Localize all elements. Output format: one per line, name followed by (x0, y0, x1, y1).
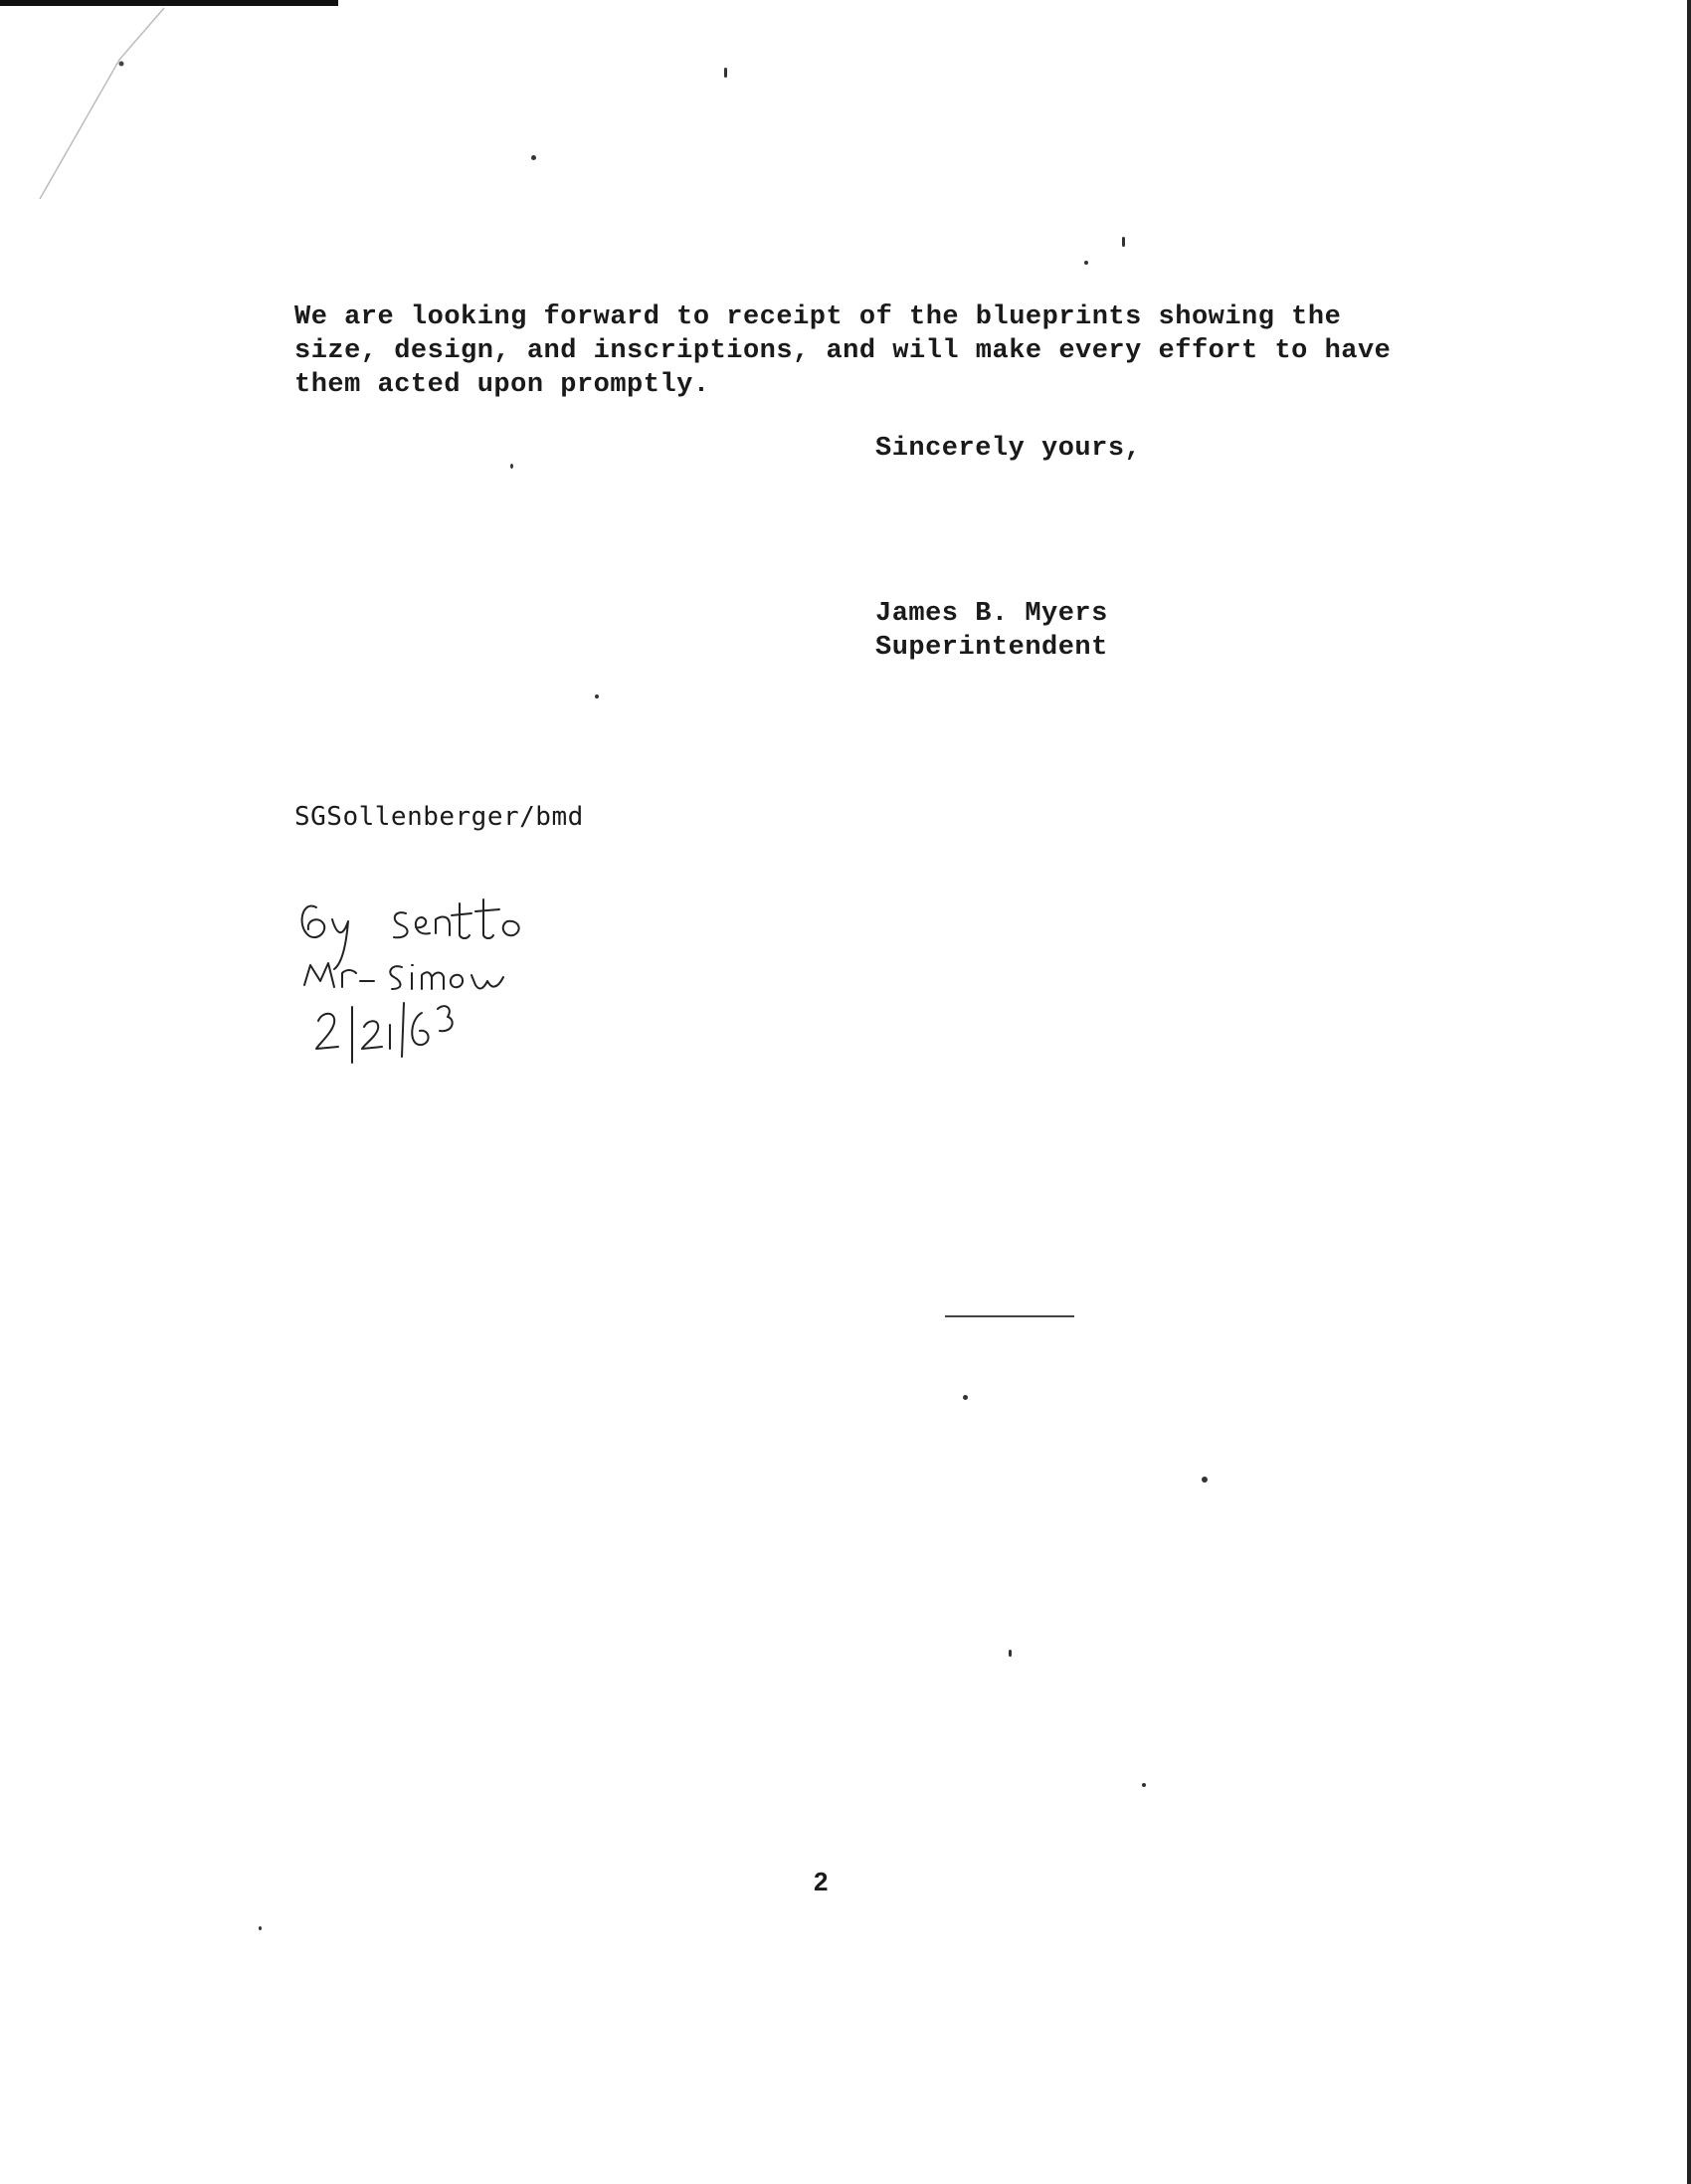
scan-speck (724, 68, 727, 78)
scan-speck (1202, 1477, 1208, 1483)
scan-speck (259, 1926, 262, 1930)
scan-speck (1142, 1783, 1146, 1787)
scan-speck (1122, 237, 1125, 247)
scan-speck (510, 464, 513, 469)
page-top-edge (0, 0, 338, 6)
scan-smudge-line (945, 1315, 1074, 1317)
page-right-edge (1687, 0, 1691, 2184)
letter-body-paragraph (294, 300, 1391, 402)
reference-initials: SGSollenberger/bmd (294, 802, 584, 832)
scan-speck (963, 1395, 968, 1400)
body-line-2: size, design, and inscriptions, and will make every effort to have (294, 336, 1392, 366)
signer-title: Superintendent (875, 633, 1108, 663)
page-number: 2 (814, 1867, 829, 1896)
scan-speck (595, 695, 599, 698)
signer-name: James B. Myers (875, 599, 1108, 629)
closing-salutation: Sincerely yours, (875, 434, 1142, 464)
body-line-3: them acted upon promptly. (294, 370, 710, 400)
scan-speck (1084, 261, 1088, 265)
body-line-1: We are looking forward to receipt of the blueprints showing the (294, 302, 1342, 332)
handwritten-note (294, 886, 573, 1075)
scan-speck (1009, 1650, 1012, 1657)
corner-fold-mark (0, 0, 199, 259)
scan-speck (531, 155, 536, 160)
